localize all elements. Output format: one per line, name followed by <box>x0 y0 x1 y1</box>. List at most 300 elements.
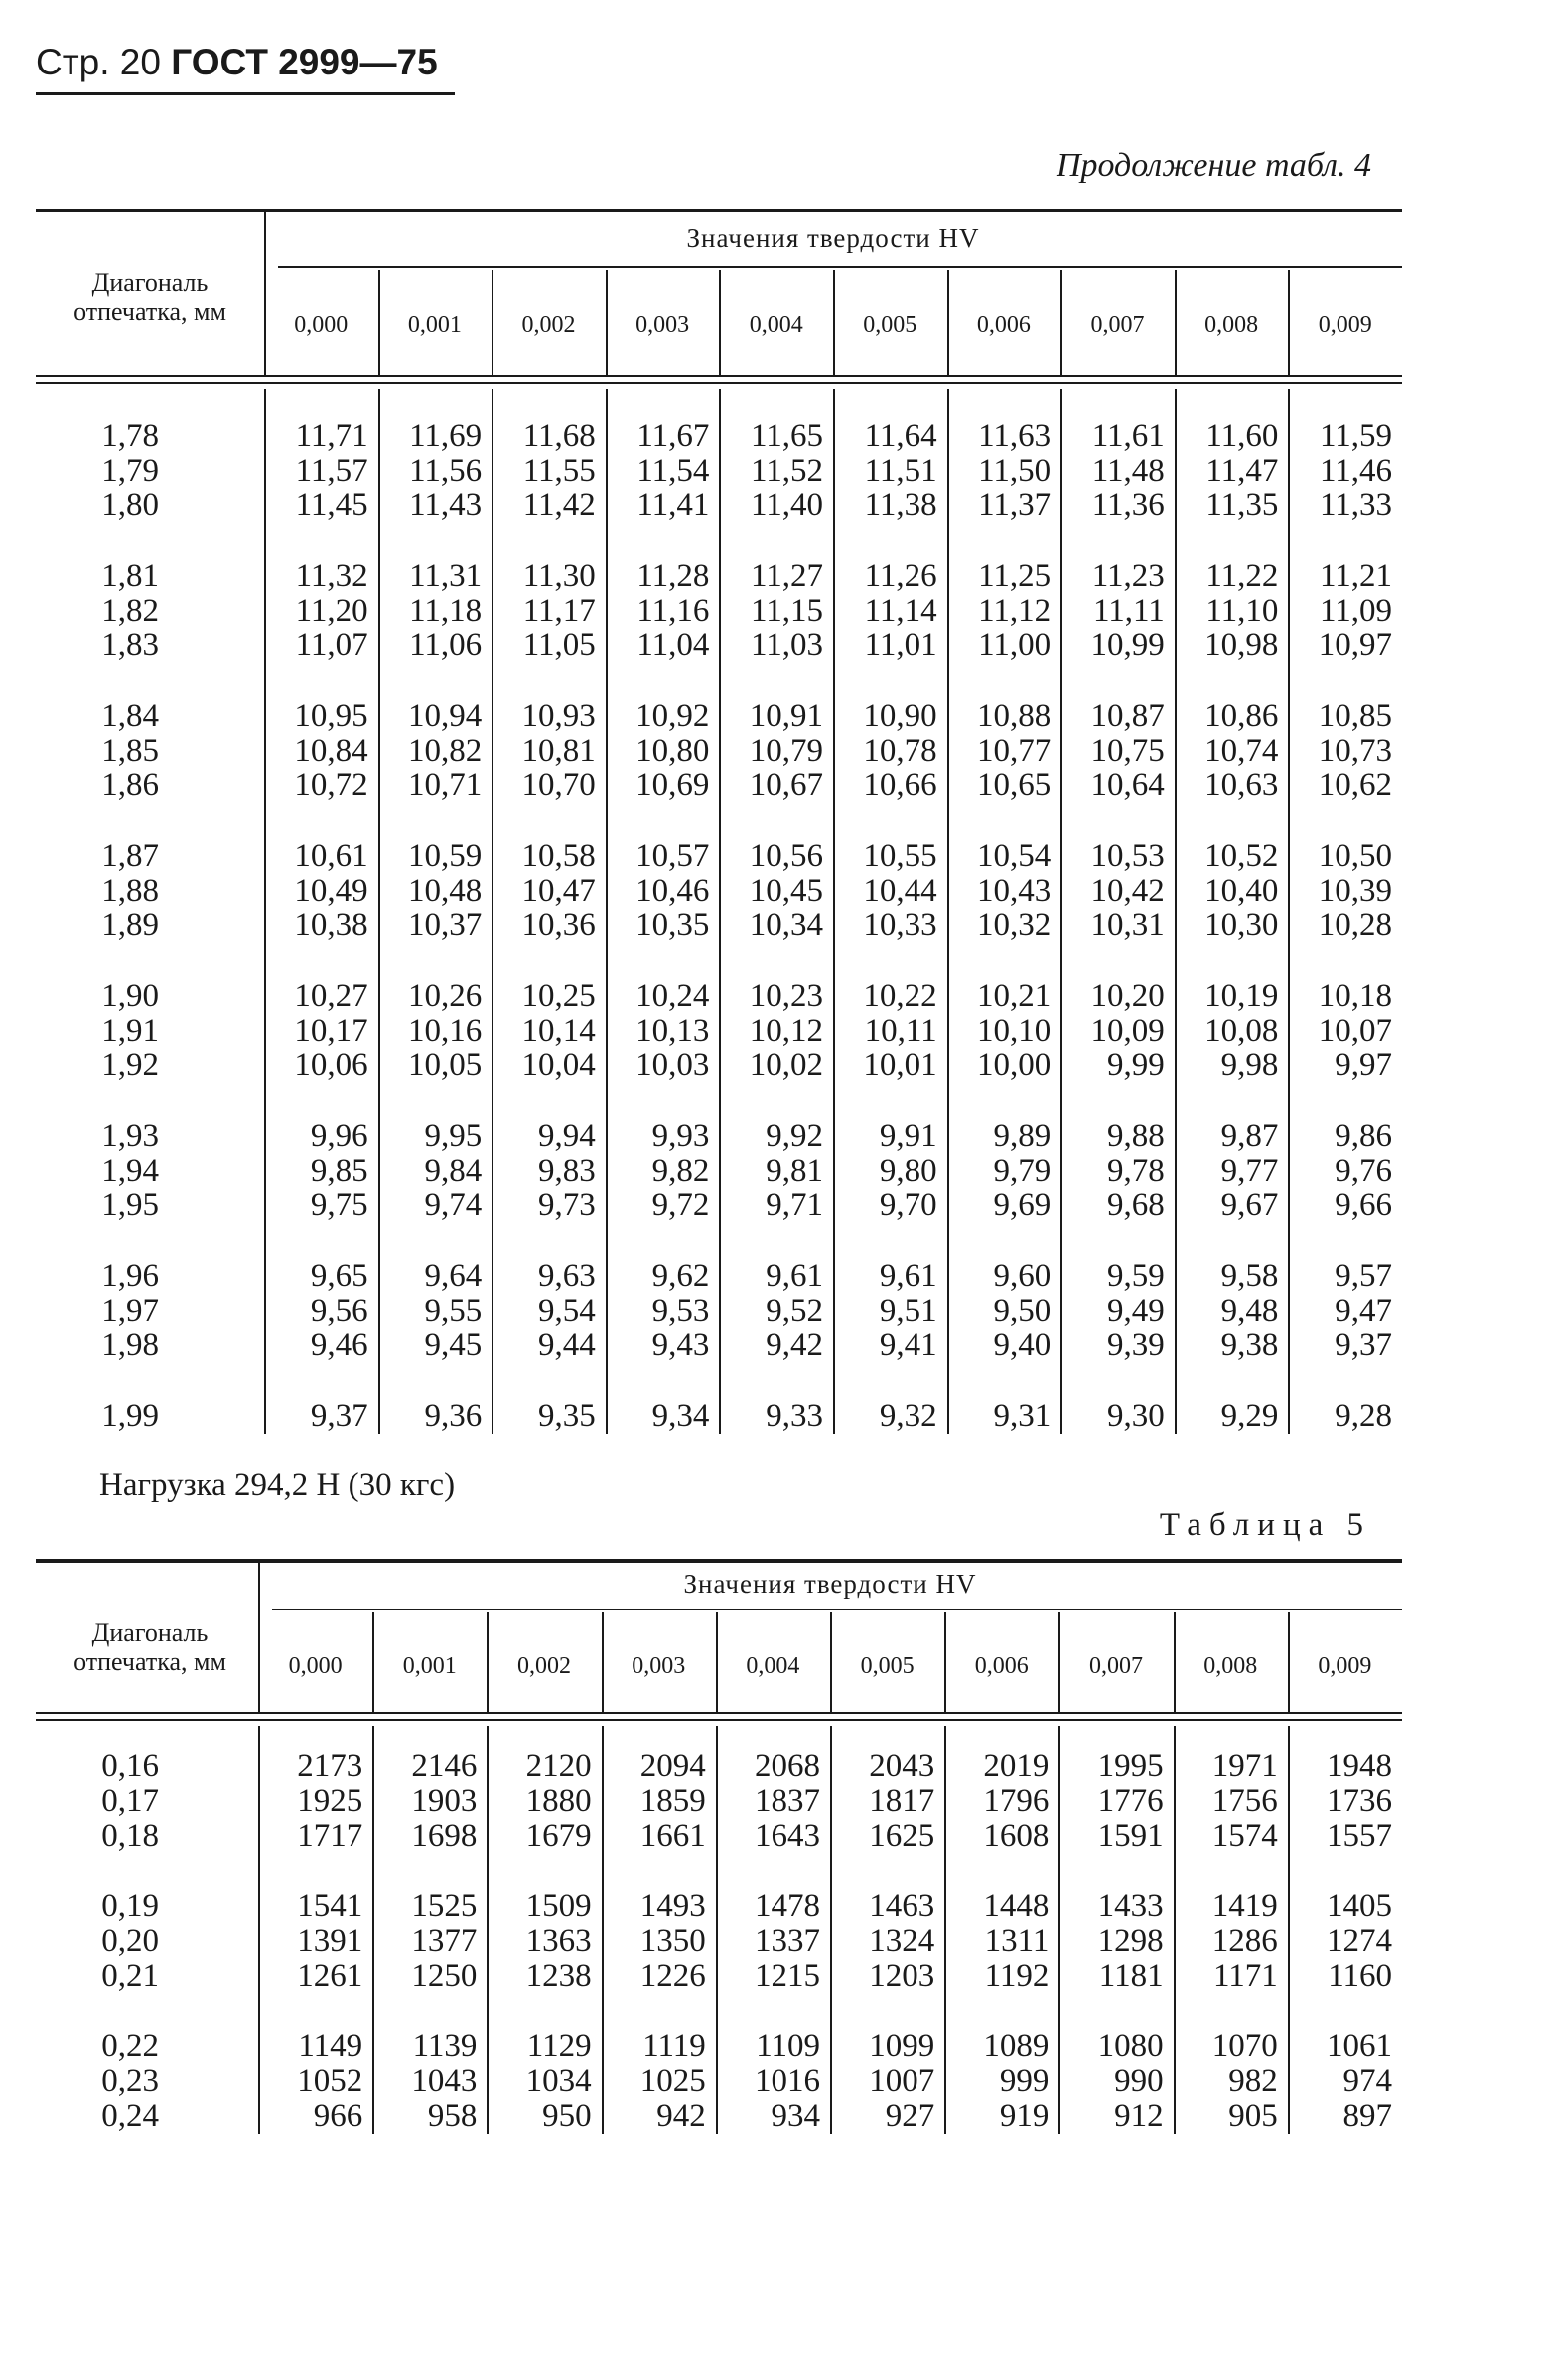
hv-value: 11,21 <box>1319 558 1392 594</box>
table-row <box>36 1890 1402 1924</box>
hv-value: 1698 <box>411 1818 478 1854</box>
hv-value: 9,59 <box>1107 1258 1165 1294</box>
column-divider <box>378 270 380 375</box>
hv-value: 9,36 <box>424 1398 483 1434</box>
hv-value: 11,28 <box>636 558 710 594</box>
column-divider <box>1058 1612 1060 1712</box>
hv-value: 10,04 <box>521 1048 596 1083</box>
diagonal-value: 1,78 <box>101 418 159 454</box>
column-divider <box>716 1612 718 1712</box>
hv-value: 10,20 <box>1090 978 1165 1014</box>
column-header: 0,003 <box>635 312 690 338</box>
body-column-divider <box>606 389 608 1434</box>
hv-value: 9,99 <box>1107 1048 1165 1083</box>
hv-value: 905 <box>1228 2098 1278 2134</box>
hv-value: 9,88 <box>1107 1118 1165 1154</box>
hv-value: 934 <box>771 2098 820 2134</box>
hv-value: 1591 <box>1097 1818 1164 1854</box>
hv-value: 11,60 <box>1205 418 1279 454</box>
hv-value: 9,47 <box>1335 1293 1392 1329</box>
diagonal-value: 0,17 <box>101 1783 159 1819</box>
hv-value: 1880 <box>525 1783 592 1819</box>
hv-value: 11,06 <box>409 628 483 663</box>
hv-value: 11,42 <box>522 488 596 523</box>
hv-value: 11,46 <box>1319 453 1392 489</box>
hv-value: 11,52 <box>750 453 823 489</box>
hv-value: 10,35 <box>635 908 710 943</box>
column-header: 0,000 <box>294 312 349 338</box>
hv-value: 11,71 <box>295 418 368 454</box>
hv-value: 1350 <box>639 1923 706 1959</box>
hv-value: 1261 <box>297 1958 363 1994</box>
hv-value: 10,66 <box>863 768 937 803</box>
table5 <box>36 1559 1402 2155</box>
hv-value: 10,91 <box>749 698 823 734</box>
hv-value: 10,59 <box>407 838 483 874</box>
hv-value: 10,38 <box>294 908 368 943</box>
hv-value: 1034 <box>525 2063 592 2099</box>
hv-value: 1817 <box>869 1783 935 1819</box>
hv-value: 10,40 <box>1204 873 1279 909</box>
hv-value: 2068 <box>754 1749 820 1784</box>
hv-value: 1391 <box>297 1923 363 1959</box>
hv-value: 1149 <box>298 2029 363 2064</box>
table-top-rule <box>36 209 1402 212</box>
hv-value: 9,52 <box>766 1293 823 1329</box>
hv-value: 9,95 <box>424 1118 483 1154</box>
hv-value: 10,45 <box>749 873 823 909</box>
hv-value: 9,28 <box>1335 1398 1392 1434</box>
table5-label: Таблица 5 <box>1159 1507 1371 1543</box>
column-divider <box>1175 270 1177 375</box>
hv-value: 10,22 <box>863 978 937 1014</box>
hv-value: 9,33 <box>766 1398 823 1434</box>
hv-value: 966 <box>313 2098 363 2134</box>
hv-value: 11,40 <box>750 488 823 523</box>
hv-value: 10,67 <box>749 768 823 803</box>
hv-value: 10,34 <box>749 908 823 943</box>
hv-value: 9,78 <box>1107 1153 1165 1189</box>
hv-value: 11,69 <box>409 418 483 454</box>
hv-value: 9,87 <box>1220 1118 1279 1154</box>
column-divider <box>492 270 493 375</box>
diagonal-value: 1,84 <box>101 698 159 734</box>
hv-value: 1448 <box>983 1889 1050 1924</box>
hv-value: 11,32 <box>295 558 368 594</box>
hv-value: 11,33 <box>1319 488 1392 523</box>
hv-value: 11,61 <box>1091 418 1165 454</box>
hv-value: 9,96 <box>310 1118 368 1154</box>
hv-value: 10,48 <box>407 873 483 909</box>
body-column-divider <box>487 1726 489 2134</box>
hv-value: 10,06 <box>294 1048 368 1083</box>
hv-value: 11,41 <box>636 488 710 523</box>
table-row <box>36 2030 1402 2064</box>
hv-value: 9,56 <box>310 1293 368 1329</box>
hv-value: 10,62 <box>1318 768 1392 803</box>
hv-value: 1717 <box>297 1818 363 1854</box>
hv-value: 1796 <box>983 1783 1050 1819</box>
hv-value: 10,88 <box>976 698 1052 734</box>
hv-value: 1171 <box>1213 1958 1278 1994</box>
hv-value: 1192 <box>984 1958 1050 1994</box>
hv-value: 10,36 <box>521 908 596 943</box>
hv-value: 9,50 <box>993 1293 1052 1329</box>
hv-value: 11,54 <box>636 453 710 489</box>
table-row <box>36 1819 1402 1854</box>
hv-value: 1736 <box>1326 1783 1392 1819</box>
hv-value: 10,64 <box>1090 768 1165 803</box>
hv-value: 9,86 <box>1335 1118 1392 1154</box>
hv-value: 9,66 <box>1335 1188 1392 1223</box>
hv-value: 2120 <box>525 1749 592 1784</box>
hv-value: 1007 <box>869 2063 935 2099</box>
hv-value: 10,26 <box>407 978 483 1014</box>
hv-value: 9,55 <box>424 1293 483 1329</box>
hv-value: 9,42 <box>766 1328 823 1363</box>
hv-value: 11,36 <box>1091 488 1165 523</box>
hv-value: 10,54 <box>976 838 1052 874</box>
hv-value: 2094 <box>639 1749 706 1784</box>
hv-value: 1948 <box>1326 1749 1392 1784</box>
diagonal-value: 1,98 <box>101 1328 159 1363</box>
hv-value: 10,07 <box>1318 1013 1392 1049</box>
hv-value: 10,37 <box>407 908 483 943</box>
hv-value: 1903 <box>411 1783 478 1819</box>
hv-value: 9,85 <box>310 1153 368 1189</box>
column-divider <box>602 1612 604 1712</box>
hv-value: 9,67 <box>1220 1188 1279 1223</box>
hv-value: 1129 <box>526 2029 592 2064</box>
hv-value: 10,77 <box>976 733 1052 769</box>
hv-value: 9,65 <box>310 1258 368 1294</box>
hv-value: 9,62 <box>651 1258 710 1294</box>
table-row <box>36 1959 1402 1994</box>
hv-value: 9,92 <box>766 1118 823 1154</box>
load-caption: Нагрузка 294,2 Н (30 кгс) <box>99 1468 456 1503</box>
hv-value: 1463 <box>869 1889 935 1924</box>
hv-value: 9,34 <box>651 1398 710 1434</box>
column-divider <box>833 270 835 375</box>
hv-value: 10,32 <box>976 908 1052 943</box>
hv-value: 9,71 <box>766 1188 823 1223</box>
hv-value: 10,55 <box>863 838 937 874</box>
hv-value: 9,54 <box>538 1293 596 1329</box>
diagonal-value: 0,22 <box>101 2029 159 2064</box>
hv-value: 11,56 <box>409 453 483 489</box>
hv-value: 9,91 <box>879 1118 937 1154</box>
body-column-divider <box>944 1726 946 2134</box>
hv-value: 1478 <box>754 1889 820 1924</box>
hv-value: 1286 <box>1211 1923 1278 1959</box>
hv-value: 10,85 <box>1318 698 1392 734</box>
caption-rule <box>278 266 1402 268</box>
hv-value: 9,29 <box>1220 1398 1279 1434</box>
hv-value: 1203 <box>869 1958 935 1994</box>
hv-value: 9,32 <box>879 1398 937 1434</box>
hv-value: 11,57 <box>295 453 368 489</box>
hv-value: 1215 <box>754 1958 820 1994</box>
hv-value: 942 <box>656 2098 706 2134</box>
hv-value: 10,94 <box>407 698 483 734</box>
hv-value: 10,27 <box>294 978 368 1014</box>
hv-value: 9,69 <box>993 1188 1052 1223</box>
hv-value: 10,84 <box>294 733 368 769</box>
hv-value: 10,80 <box>635 733 710 769</box>
hv-value: 1016 <box>754 2063 820 2099</box>
diagonal-value: 0,20 <box>101 1923 159 1959</box>
hv-value: 9,57 <box>1335 1258 1392 1294</box>
hv-value: 1337 <box>754 1923 820 1959</box>
column-divider <box>830 1612 832 1712</box>
hv-value: 912 <box>1114 2098 1164 2134</box>
hv-value: 10,69 <box>635 768 710 803</box>
hv-value: 10,92 <box>635 698 710 734</box>
hv-value: 10,47 <box>521 873 596 909</box>
hv-value: 11,47 <box>1205 453 1279 489</box>
table4 <box>36 209 1402 1440</box>
column-divider <box>372 1612 374 1712</box>
hv-value: 9,37 <box>1335 1328 1392 1363</box>
hv-value: 10,86 <box>1204 698 1279 734</box>
hv-value: 1052 <box>297 2063 363 2099</box>
hv-value: 11,43 <box>409 488 483 523</box>
hv-value: 1419 <box>1211 1889 1278 1924</box>
diagonal-value: 0,16 <box>101 1749 159 1784</box>
hv-value: 11,48 <box>1091 453 1165 489</box>
hv-value: 1324 <box>869 1923 935 1959</box>
hv-value: 1625 <box>869 1818 935 1854</box>
hv-value: 1433 <box>1097 1889 1164 1924</box>
hv-value: 2019 <box>983 1749 1050 1784</box>
hv-value: 1541 <box>297 1889 363 1924</box>
hv-value: 9,44 <box>538 1328 596 1363</box>
hv-value: 10,95 <box>294 698 368 734</box>
hv-value: 990 <box>1114 2063 1164 2099</box>
hv-value: 10,46 <box>635 873 710 909</box>
hv-value: 9,63 <box>538 1258 596 1294</box>
hv-value: 9,53 <box>651 1293 710 1329</box>
column-header: 0,005 <box>860 1653 915 1679</box>
hv-value: 10,14 <box>521 1013 596 1049</box>
column-divider <box>947 270 949 375</box>
hv-value: 1493 <box>639 1889 706 1924</box>
hv-value: 9,72 <box>651 1188 710 1223</box>
hv-value: 9,48 <box>1220 1293 1279 1329</box>
hv-value: 11,31 <box>409 558 483 594</box>
diagonal-value: 1,87 <box>101 838 159 874</box>
hv-value: 1756 <box>1211 1783 1278 1819</box>
hv-value: 1070 <box>1211 2029 1278 2064</box>
column-header: 0,004 <box>746 1653 800 1679</box>
hv-value: 11,22 <box>1205 558 1279 594</box>
hv-value: 10,82 <box>407 733 483 769</box>
diagonal-value: 0,19 <box>101 1889 159 1924</box>
hv-value: 10,03 <box>635 1048 710 1083</box>
hv-value: 11,59 <box>1319 418 1392 454</box>
standard-number: ГОСТ 2999—75 <box>171 42 438 82</box>
hv-value: 10,87 <box>1090 698 1165 734</box>
hv-value: 10,49 <box>294 873 368 909</box>
table4-continuation-note: Продолжение табл. 4 <box>1056 147 1371 184</box>
hv-value: 1311 <box>984 1923 1050 1959</box>
hv-value: 9,51 <box>879 1293 937 1329</box>
hv-value: 927 <box>885 2098 935 2134</box>
column-header: 0,002 <box>521 312 576 338</box>
hv-value: 11,20 <box>295 593 368 629</box>
column-divider <box>1060 270 1062 375</box>
hv-value: 2173 <box>297 1749 363 1784</box>
hv-value: 10,71 <box>407 768 483 803</box>
hv-value: 2146 <box>411 1749 478 1784</box>
hv-value: 11,15 <box>750 593 823 629</box>
hv-value: 11,30 <box>522 558 596 594</box>
table-row <box>36 1924 1402 1959</box>
hv-value: 1043 <box>411 2063 478 2099</box>
hv-value: 10,70 <box>521 768 596 803</box>
column-header: 0,007 <box>1088 1653 1143 1679</box>
hv-value: 9,41 <box>879 1328 937 1363</box>
hv-value: 10,21 <box>976 978 1052 1014</box>
diagonal-header-line1: Диагональ <box>91 268 209 297</box>
hv-value: 11,38 <box>864 488 937 523</box>
hv-value: 9,93 <box>651 1118 710 1154</box>
hv-value: 11,16 <box>636 593 710 629</box>
hv-value: 9,89 <box>993 1118 1052 1154</box>
body-column-divider <box>1288 389 1290 1434</box>
body-column-divider <box>258 1726 260 2134</box>
hv-value: 10,79 <box>749 733 823 769</box>
header-left-vline <box>264 209 266 375</box>
running-head <box>36 42 438 83</box>
diagonal-value: 0,18 <box>101 1818 159 1854</box>
hv-values-caption: Значения твердости HV <box>683 1569 977 1599</box>
hv-value: 9,94 <box>538 1118 596 1154</box>
hv-value: 919 <box>999 2098 1050 2134</box>
diagonal-value: 1,80 <box>101 488 159 523</box>
table-top-rule <box>36 1559 1402 1563</box>
hv-value: 1089 <box>983 2029 1050 2064</box>
column-divider <box>944 1612 946 1712</box>
body-column-divider <box>719 389 721 1434</box>
hv-value: 11,17 <box>522 593 596 629</box>
diagonal-value: 0,24 <box>101 2098 159 2134</box>
hv-value: 11,55 <box>522 453 596 489</box>
table-row <box>36 2064 1402 2099</box>
diagonal-value: 1,88 <box>101 873 159 909</box>
diagonal-value: 1,93 <box>101 1118 159 1154</box>
hv-value: 10,42 <box>1090 873 1165 909</box>
hv-value: 10,74 <box>1204 733 1279 769</box>
body-column-divider <box>830 1726 832 2134</box>
body-column-divider <box>1175 389 1177 1434</box>
hv-value: 10,93 <box>521 698 596 734</box>
hv-value: 10,58 <box>521 838 596 874</box>
hv-value: 1061 <box>1326 2029 1392 2064</box>
hv-value: 10,23 <box>749 978 823 1014</box>
hv-value: 1181 <box>1098 1958 1164 1994</box>
diagonal-value: 1,85 <box>101 733 159 769</box>
hv-value: 11,65 <box>750 418 823 454</box>
body-column-divider <box>947 389 949 1434</box>
column-header: 0,002 <box>516 1653 571 1679</box>
hv-value: 950 <box>542 2098 592 2134</box>
column-header: 0,003 <box>632 1653 686 1679</box>
hv-value: 9,38 <box>1220 1328 1279 1363</box>
hv-value: 11,64 <box>864 418 937 454</box>
hv-value: 9,60 <box>993 1258 1052 1294</box>
hv-value: 10,16 <box>407 1013 483 1049</box>
hv-value: 9,74 <box>424 1188 483 1223</box>
hv-value: 10,31 <box>1090 908 1165 943</box>
body-column-divider <box>1058 1726 1060 2134</box>
hv-value: 10,53 <box>1090 838 1165 874</box>
hv-value: 10,28 <box>1318 908 1392 943</box>
column-header: 0,006 <box>976 312 1031 338</box>
body-column-divider <box>1288 1726 1290 2134</box>
hv-value: 9,31 <box>993 1398 1052 1434</box>
hv-value: 10,44 <box>863 873 937 909</box>
hv-value: 9,82 <box>651 1153 710 1189</box>
hv-value: 10,05 <box>407 1048 483 1083</box>
hv-value: 11,25 <box>978 558 1052 594</box>
hv-value: 10,01 <box>863 1048 937 1083</box>
body-column-divider <box>602 1726 604 2134</box>
header-bottom-rule-2 <box>36 382 1402 384</box>
hv-value: 9,76 <box>1335 1153 1392 1189</box>
page-number: Стр. 20 <box>36 42 161 82</box>
hv-value: 1238 <box>525 1958 592 1994</box>
hv-value: 11,68 <box>522 418 596 454</box>
hv-value: 10,99 <box>1090 628 1165 663</box>
hv-value: 9,64 <box>424 1258 483 1294</box>
hv-value: 10,02 <box>749 1048 823 1083</box>
hv-value: 1509 <box>525 1889 592 1924</box>
hv-values-caption: Значения твердости HV <box>686 223 980 253</box>
hv-value: 11,14 <box>864 593 937 629</box>
hv-value: 11,09 <box>1319 593 1392 629</box>
hv-value: 10,81 <box>521 733 596 769</box>
hv-value: 897 <box>1342 2098 1392 2134</box>
body-column-divider <box>378 389 380 1434</box>
hv-value: 11,37 <box>978 488 1052 523</box>
hv-value: 1139 <box>412 2029 478 2064</box>
diagonal-header-line2: отпечатка, мм <box>73 297 226 326</box>
hv-value: 11,23 <box>1091 558 1165 594</box>
hv-value: 10,39 <box>1318 873 1392 909</box>
column-divider <box>1288 1612 1290 1712</box>
column-header: 0,006 <box>974 1653 1029 1679</box>
header-bottom-rule <box>36 1712 1402 1714</box>
diagonal-value: 1,82 <box>101 593 159 629</box>
diagonal-header-line2: отпечатка, мм <box>73 1647 226 1676</box>
hv-value: 1363 <box>525 1923 592 1959</box>
hv-value: 10,33 <box>863 908 937 943</box>
body-column-divider <box>1060 389 1062 1434</box>
hv-value: 1679 <box>525 1818 592 1854</box>
hv-value: 9,40 <box>993 1328 1052 1363</box>
hv-value: 10,11 <box>864 1013 937 1049</box>
hv-value: 982 <box>1228 2063 1278 2099</box>
hv-value: 1109 <box>756 2029 820 2064</box>
diagonal-value: 1,99 <box>101 1398 159 1434</box>
hv-value: 1574 <box>1211 1818 1278 1854</box>
column-header: 0,008 <box>1203 1653 1258 1679</box>
hv-value: 1859 <box>639 1783 706 1819</box>
column-header: 0,007 <box>1090 312 1145 338</box>
hv-value: 9,79 <box>993 1153 1052 1189</box>
hv-value: 11,45 <box>295 488 368 523</box>
